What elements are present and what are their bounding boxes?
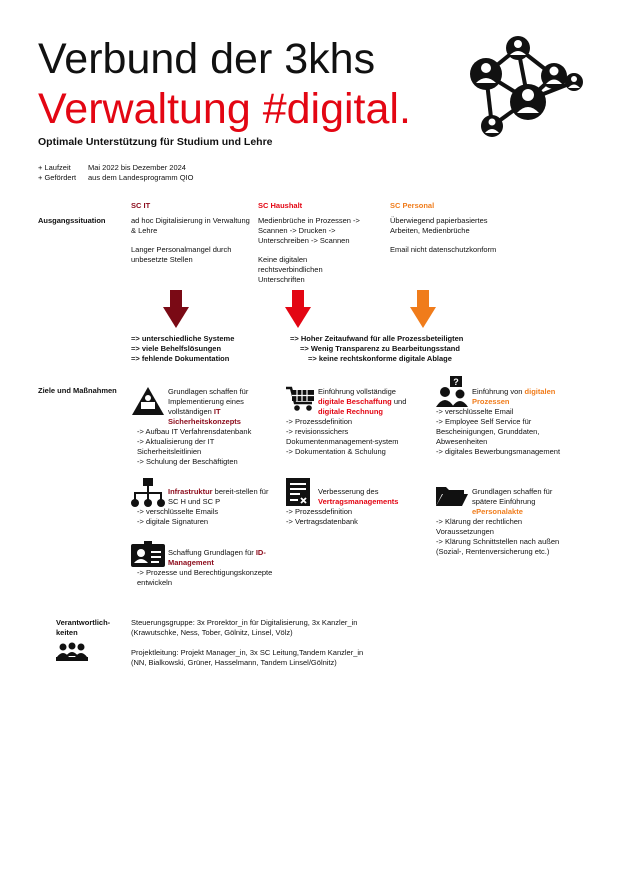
personal-paragraph-2: Email nicht datenschutzkonform xyxy=(390,245,497,254)
arrow-down-haushalt-icon xyxy=(285,290,311,330)
it-paragraph-2: Langer Personalmangel durch unbesetzte Stellen xyxy=(131,245,232,264)
section-ausgangssituation: Ausgangssituation xyxy=(38,216,106,225)
consequence-right-1: => Hoher Zeitaufwand für alle Prozessbeteiligten xyxy=(290,334,464,343)
header-sc-it: SC IT xyxy=(131,201,151,210)
header-sc-haushalt: SC Haushalt xyxy=(258,201,303,210)
vertrag-items xyxy=(286,507,426,527)
consequence-right-2: => Wenig Transparenz zu Bearbeitungsstand xyxy=(300,344,460,353)
list-item: -> Klärung der rechtlichen Voraussetzungen xyxy=(436,517,523,536)
measure-security: Grundlagen schaffen für Implementierung eines vollständigen IT Sicherheitskonzepts xyxy=(168,387,249,426)
section-verantwortlichkeiten: Verantwortlich-keiten xyxy=(56,618,111,637)
contract-document-icon xyxy=(286,478,310,506)
security-highlight: IT Sicherheitskonzepts xyxy=(168,407,241,426)
arrow-down-personal-icon xyxy=(410,290,436,330)
measure-prozesse: Einführung von digitalen Prozessen xyxy=(472,387,556,406)
idm-highlight: ID-Management xyxy=(168,548,266,567)
prozesse-items xyxy=(436,407,576,457)
akte-highlight: ePersonalakte xyxy=(472,507,523,516)
security-items xyxy=(137,427,277,467)
subtitle: Optimale Unterstützung für Studium und Lehre xyxy=(38,136,273,148)
consequence-item: => viele Behelfslösungen xyxy=(131,344,222,353)
infra-items xyxy=(137,507,277,527)
list-item: -> Prozessdefinition xyxy=(286,417,353,426)
team-icon xyxy=(56,642,88,664)
list-item: -> revisionssichers Dokumentenmanagement-system xyxy=(286,427,399,446)
network-icon xyxy=(462,30,588,142)
column-haushalt xyxy=(258,216,368,294)
network-infrastructure-icon xyxy=(131,478,165,508)
list-item: -> digitales Bewerbungsmanagement xyxy=(436,447,561,456)
folder-icon xyxy=(436,484,468,506)
laufzeit-label: + Laufzeit xyxy=(38,163,71,172)
beschaffung-items xyxy=(286,417,426,457)
akte-items xyxy=(436,517,576,557)
shopping-cart-icon xyxy=(286,386,316,412)
haushalt-paragraph-1: Medienbrüche in Prozessen -> Scannen -> Drucken -> Unterschreiben -> Scannen xyxy=(258,216,360,245)
measure-infrastructure: Infrastruktur bereit-stellen für SC H und SC P xyxy=(168,487,269,506)
consequence-item: => unterschiedliche Systeme xyxy=(131,334,235,343)
beschaffung-highlight-1: digitale Beschaffung xyxy=(318,397,392,406)
list-item: -> Aktualisierung der IT Sicherheitsleitlinien xyxy=(137,437,215,456)
list-item: -> Vertragsdatenbank xyxy=(286,517,358,526)
consequences-left xyxy=(131,334,234,364)
svg-text:?: ? xyxy=(453,377,459,387)
gefoerdert-label: + Gefördert xyxy=(38,173,77,182)
consequence-right-3: => keine rechtskonforme digitale Ablage xyxy=(308,354,452,363)
list-item: -> Dokumentation & Schulung xyxy=(286,447,386,456)
title-line-2: Verwaltung #digital. xyxy=(38,85,411,133)
steuerung-names: (Krawutschke, Ness, Tober, Gölnitz, Linsel, Völz) xyxy=(131,628,293,637)
projekt-names: (NN, Bialkowski, Grüner, Hasselmann, Tandem Linsel/Gölnitz) xyxy=(131,658,337,667)
list-item: -> digitale Signaturen xyxy=(137,517,209,526)
column-it xyxy=(131,216,251,274)
warning-icon xyxy=(131,386,165,416)
beschaffung-highlight-2: digitale Rechnung xyxy=(318,407,384,416)
measure-beschaffung: Einführung vollständige digitale Beschaffung und digitale Rechnung xyxy=(318,387,407,416)
idm-items xyxy=(137,568,277,588)
prozesse-highlight: digitalen Prozessen xyxy=(472,387,556,406)
arrow-down-it-icon xyxy=(163,290,189,330)
list-item: -> Prozessdefinition xyxy=(286,507,353,516)
consequence-item: => fehlende Dokumentation xyxy=(131,354,230,363)
list-item: -> Klärung Schnittstellen nach außen (Sozial-, Rentenversicherung etc.) xyxy=(436,537,560,556)
list-item: -> Schulung der Beschäftigten xyxy=(137,457,238,466)
title-line-1: Verbund der 3khs xyxy=(38,35,376,83)
list-item: -> Aufbau IT Verfahrensdatenbank xyxy=(137,427,252,436)
header-sc-personal: SC Personal xyxy=(390,201,435,210)
haushalt-paragraph-2: Keine digitalen rechtsverbindlichen Unterschriften xyxy=(258,255,323,284)
list-item: -> verschlüsselte Emails xyxy=(137,507,219,516)
measure-akte: Grundlagen schaffen für spätere Einführung ePersonalakte xyxy=(472,487,553,516)
column-personal xyxy=(390,216,505,264)
measure-vertrag: Verbesserung des Vertragsmanagements xyxy=(318,487,399,506)
infra-highlight: Infrastruktur xyxy=(168,487,213,496)
people-question-icon xyxy=(436,376,470,408)
personal-paragraph-1: Überwiegend papierbasiertes Arbeiten, Medienbrüche xyxy=(390,216,488,235)
list-item: -> Employee Self Service für Bescheinigungen, Grunddaten, Abwesenheiten xyxy=(436,417,540,446)
projekt-text: Projektleitung: Projekt Manager_in, 3x SC Leitung,Tandem Kanzler_in xyxy=(131,648,364,657)
measure-idm: Schaffung Grundlagen für ID-Management xyxy=(168,548,266,567)
list-item: -> verschlüsselte Email xyxy=(436,407,514,416)
gefoerdert-value: aus dem Landesprogramm QIO xyxy=(88,173,194,182)
steuerung-text: Steuerungsgruppe: 3x Prorektor_in für Digitalisierung, 3x Kanzler_in xyxy=(131,618,358,627)
id-card-icon xyxy=(131,541,165,567)
section-ziele: Ziele und Maßnahmen xyxy=(38,386,117,395)
vertrag-highlight: Vertragsmanagements xyxy=(318,497,399,506)
laufzeit-value: Mai 2022 bis Dezember 2024 xyxy=(88,163,186,172)
it-paragraph-1: ad hoc Digitalisierung in Verwaltung & Lehre xyxy=(131,216,250,235)
list-item: -> Prozesse und Berechtigungskonzepte entwickeln xyxy=(137,568,273,587)
